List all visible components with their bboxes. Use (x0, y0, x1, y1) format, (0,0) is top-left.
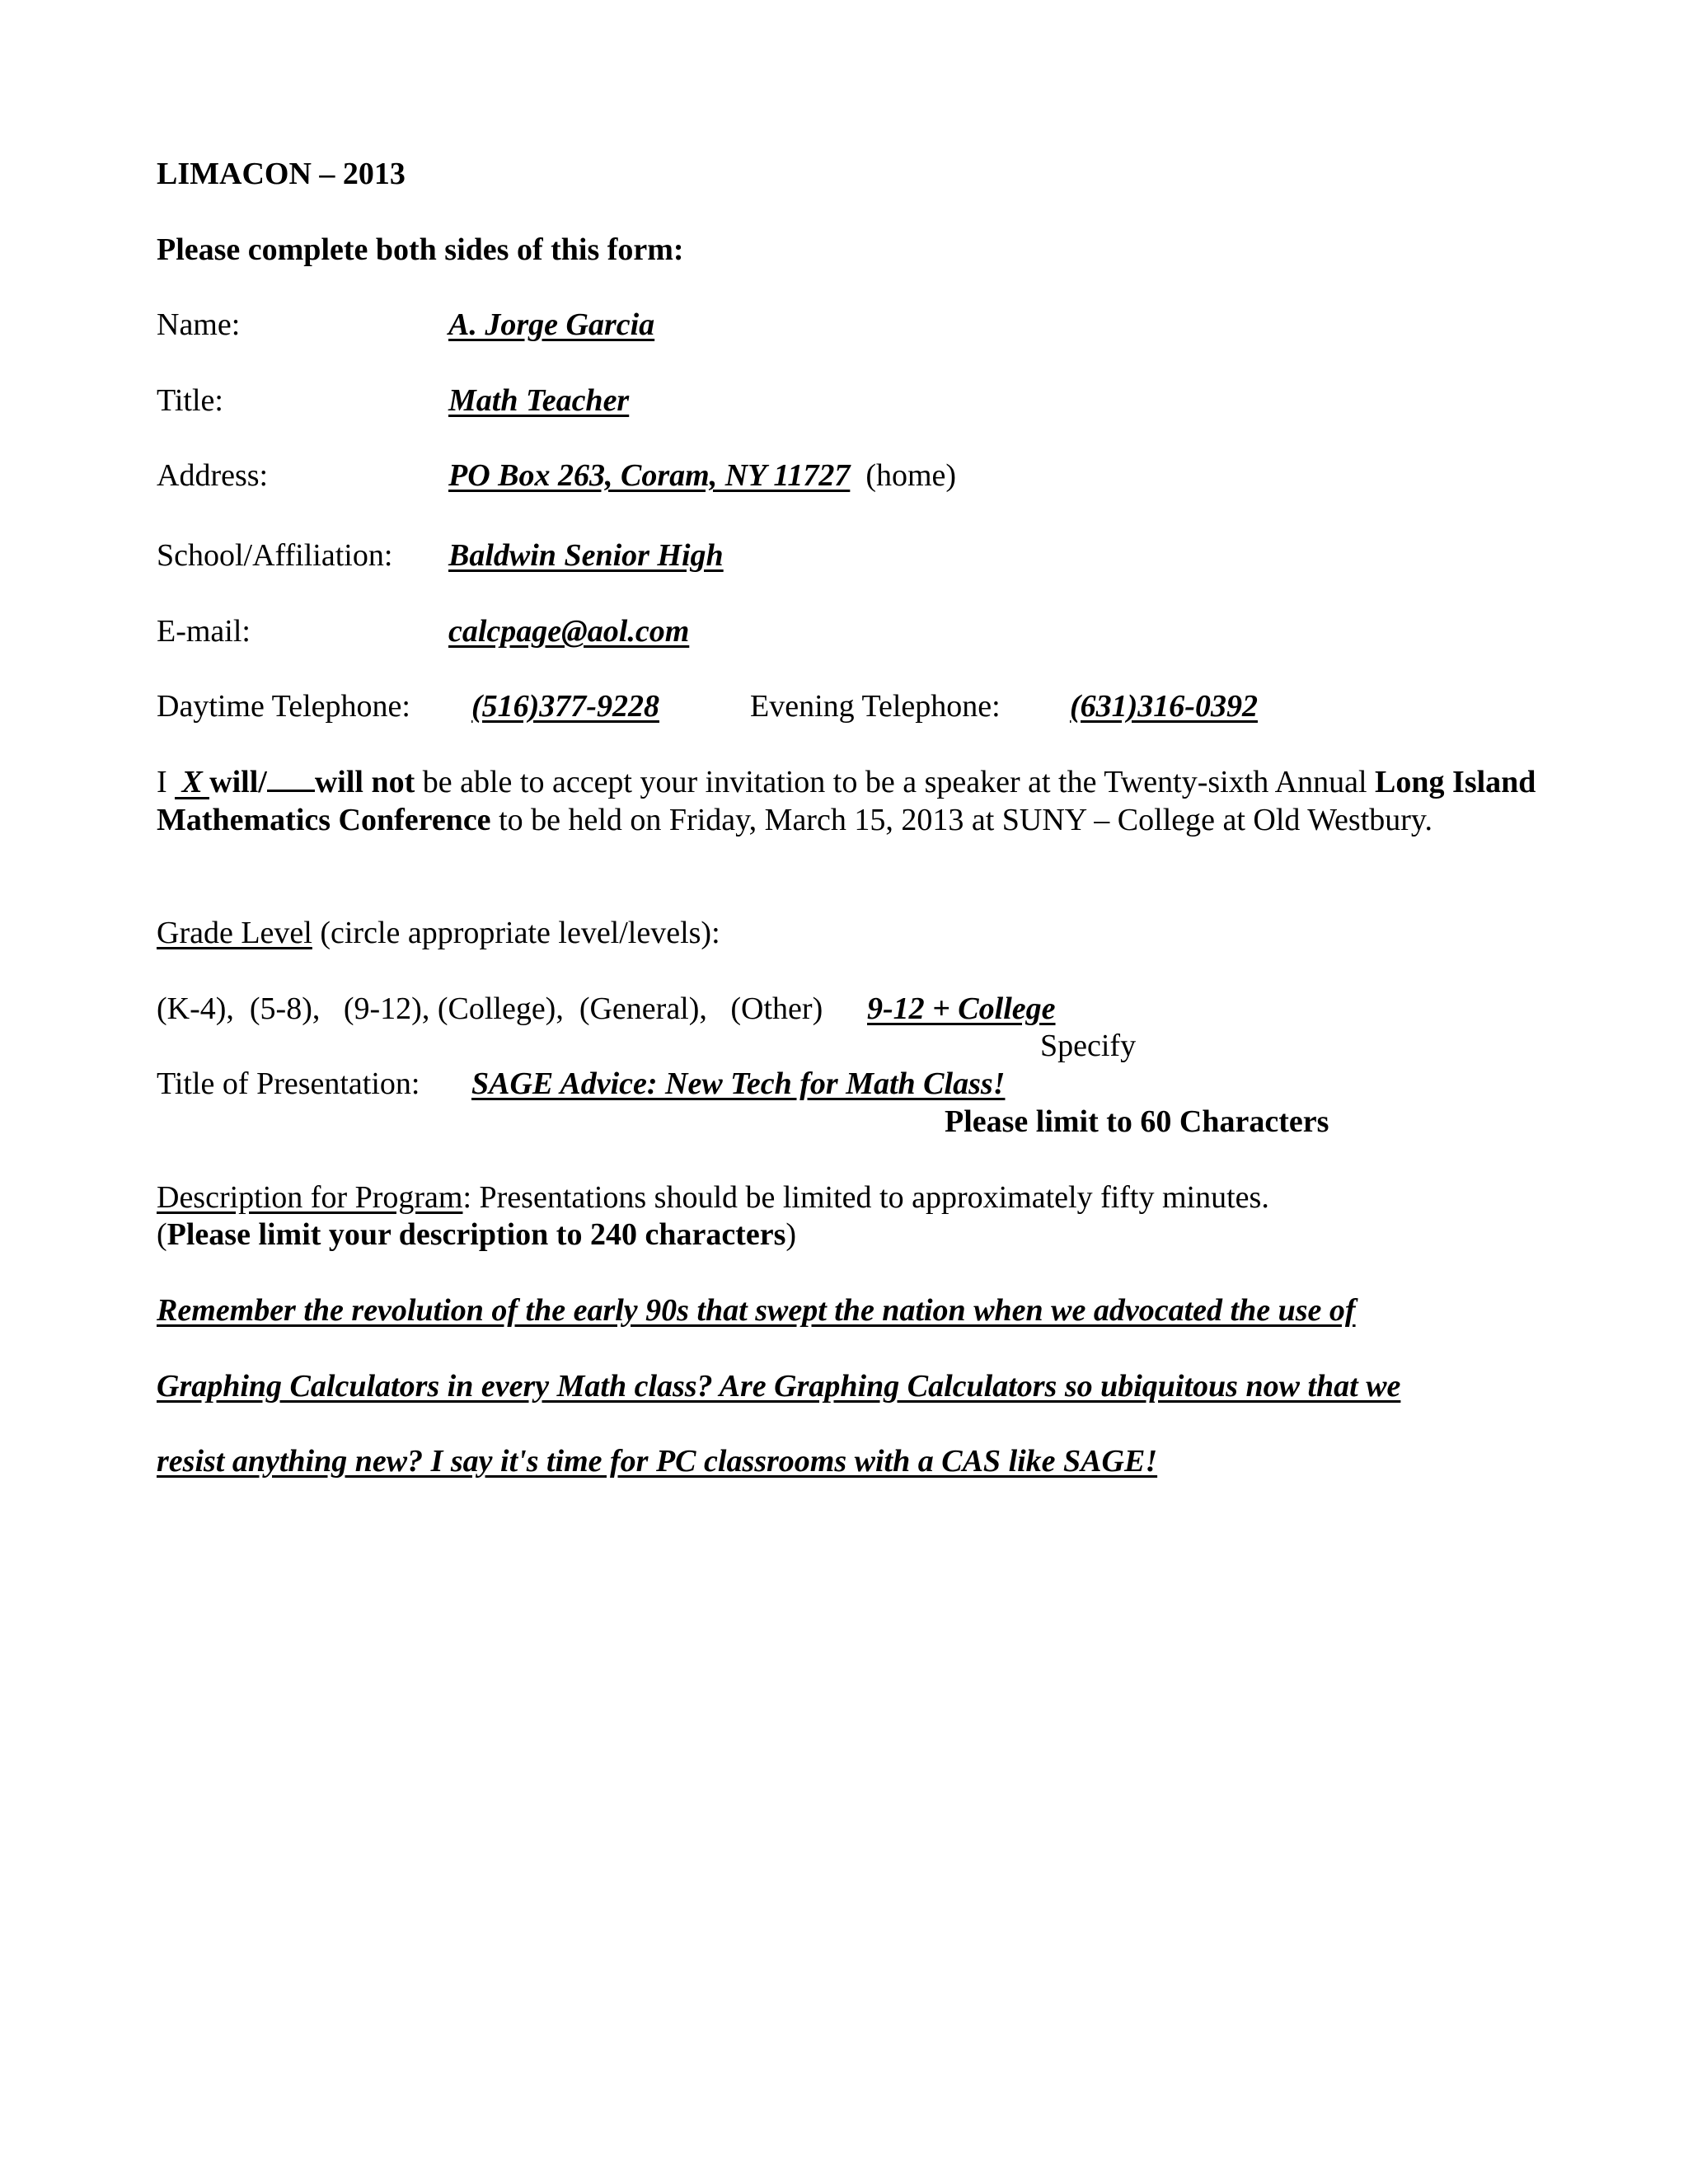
presentation-title-label: Title of Presentation: (157, 1066, 420, 1101)
grade-specify-label: Specify (1040, 1029, 1137, 1063)
presentation-title-value: SAGE Advice: New Tech for Math Class! (471, 1066, 1006, 1101)
grade-other-value: 9-12 + College (867, 991, 1056, 1026)
email-value: calcpage@aol.com (448, 614, 690, 649)
description-line-3: resist anything new? I say it's time for PC classrooms with a CAS like SAGE! (157, 1444, 1158, 1479)
school-value: Baldwin Senior High (448, 538, 724, 573)
description-limit-text: Please limit your description to 240 characters (166, 1217, 786, 1252)
will-not-option: will not (314, 765, 415, 799)
acceptance-text-2: to be held on Friday, March 15, 2013 at SUNY – College at Old Westbury. (490, 803, 1432, 837)
description-label: Description for Program (157, 1180, 463, 1215)
acceptance-paragraph (157, 763, 1541, 839)
grade-level-label: Grade Level (157, 916, 312, 950)
description-limit: (Please limit your description to 240 characters) (157, 1217, 797, 1252)
description-line-2: Graphing Calculators in every Math class? Are Graphing Calculators so ubiquitous now that we (157, 1369, 1401, 1404)
address-note: (home) (865, 458, 957, 493)
grade-options: (K-4), (5-8), (9-12), (College), (General), (Other) (157, 991, 823, 1026)
address-label: Address: (157, 458, 269, 493)
daytime-phone-value: (516)377-9228 (471, 689, 659, 724)
presentation-limit-note: Please limit to 60 Characters (945, 1104, 1329, 1139)
description-heading (157, 1179, 1269, 1216)
evening-phone-label: Evening Telephone: (750, 689, 1001, 724)
address-field (448, 457, 956, 494)
name-label: Name: (157, 307, 241, 342)
description-line-1: Remember the revolution of the early 90s that swept the nation when we advocated the use of (157, 1293, 1356, 1328)
title-label: Title: (157, 383, 223, 418)
conference-name: Long Island Mathematics Conference (157, 765, 1536, 837)
grade-level-heading (157, 914, 720, 952)
acceptance-text-1: be able to accept your invitation to be a speaker at the Twenty-sixth Annual (415, 765, 1376, 799)
title-value: Math Teacher (448, 383, 630, 418)
school-label: School/Affiliation: (157, 538, 393, 573)
email-label: E-mail: (157, 614, 251, 649)
address-value: PO Box 263, Coram, NY 11727 (448, 458, 851, 493)
will-checkmark: X (175, 767, 209, 799)
will-option: will/ (209, 765, 267, 799)
form-instructions: Please complete both sides of this form: (157, 232, 684, 267)
daytime-phone-label: Daytime Telephone: (157, 689, 410, 724)
form-heading: LIMACON – 2013 (157, 157, 406, 191)
name-value: A. Jorge Garcia (448, 307, 655, 342)
grade-level-note: (circle appropriate level/levels): (312, 916, 720, 950)
will-not-blank (267, 765, 315, 792)
acceptance-prefix: I (157, 765, 167, 799)
description-note: : Presentations should be limited to approximately fifty minutes. (462, 1180, 1269, 1215)
evening-phone-value: (631)316-0392 (1070, 689, 1258, 724)
